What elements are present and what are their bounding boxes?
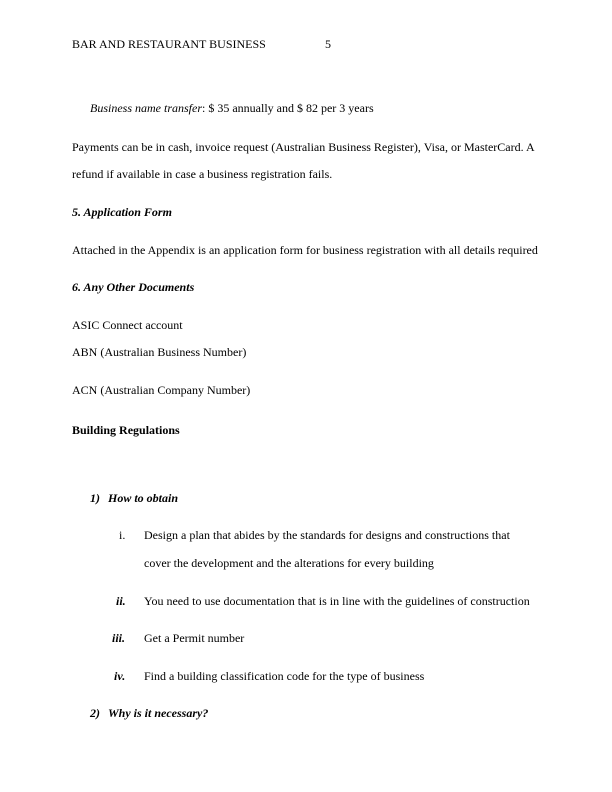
- step-marker: iv.: [114, 669, 126, 683]
- building-regulations-heading: Building Regulations: [72, 423, 180, 437]
- step-text: Design a plan that abides by the standards for designs and constructions that: [144, 528, 510, 542]
- step-text-continued: cover the development and the alterations for every building: [144, 556, 434, 570]
- fee-text: : $ 35 annually and $ 82 per 3 years: [202, 101, 374, 115]
- list2-marker: 2): [90, 706, 100, 720]
- fee-line: [90, 101, 374, 115]
- step-text: You need to use documentation that is in line with the guidelines of construction: [144, 594, 530, 608]
- step-text: Find a building classification code for the type of business: [144, 669, 425, 683]
- step-text: Get a Permit number: [144, 631, 245, 645]
- document-item: ABN (Australian Business Number): [72, 345, 247, 359]
- section5-heading: 5. Application Form: [72, 205, 172, 219]
- page-number: 5: [325, 37, 331, 51]
- list1-marker: 1): [90, 491, 100, 505]
- step-marker: i.: [119, 528, 126, 542]
- section6-heading: 6. Any Other Documents: [72, 280, 195, 294]
- step-marker: ii.: [116, 594, 126, 608]
- fee-label: Business name transfer: [90, 101, 202, 115]
- section5-text: Attached in the Appendix is an application form for business registration with all details required: [72, 243, 538, 257]
- payments-line-1: Payments can be in cash, invoice request (Australian Business Register), Visa, or MasterCard. A: [72, 140, 535, 154]
- running-head: BAR AND RESTAURANT BUSINESS: [72, 37, 266, 51]
- document-item: ASIC Connect account: [72, 318, 183, 332]
- list2-title: Why is it necessary?: [108, 706, 209, 720]
- payments-line-2: refund if available in case a business registration fails.: [72, 167, 333, 181]
- step-marker: iii.: [112, 631, 126, 645]
- document-item: ACN (Australian Company Number): [72, 383, 251, 397]
- list1-title: How to obtain: [108, 491, 179, 505]
